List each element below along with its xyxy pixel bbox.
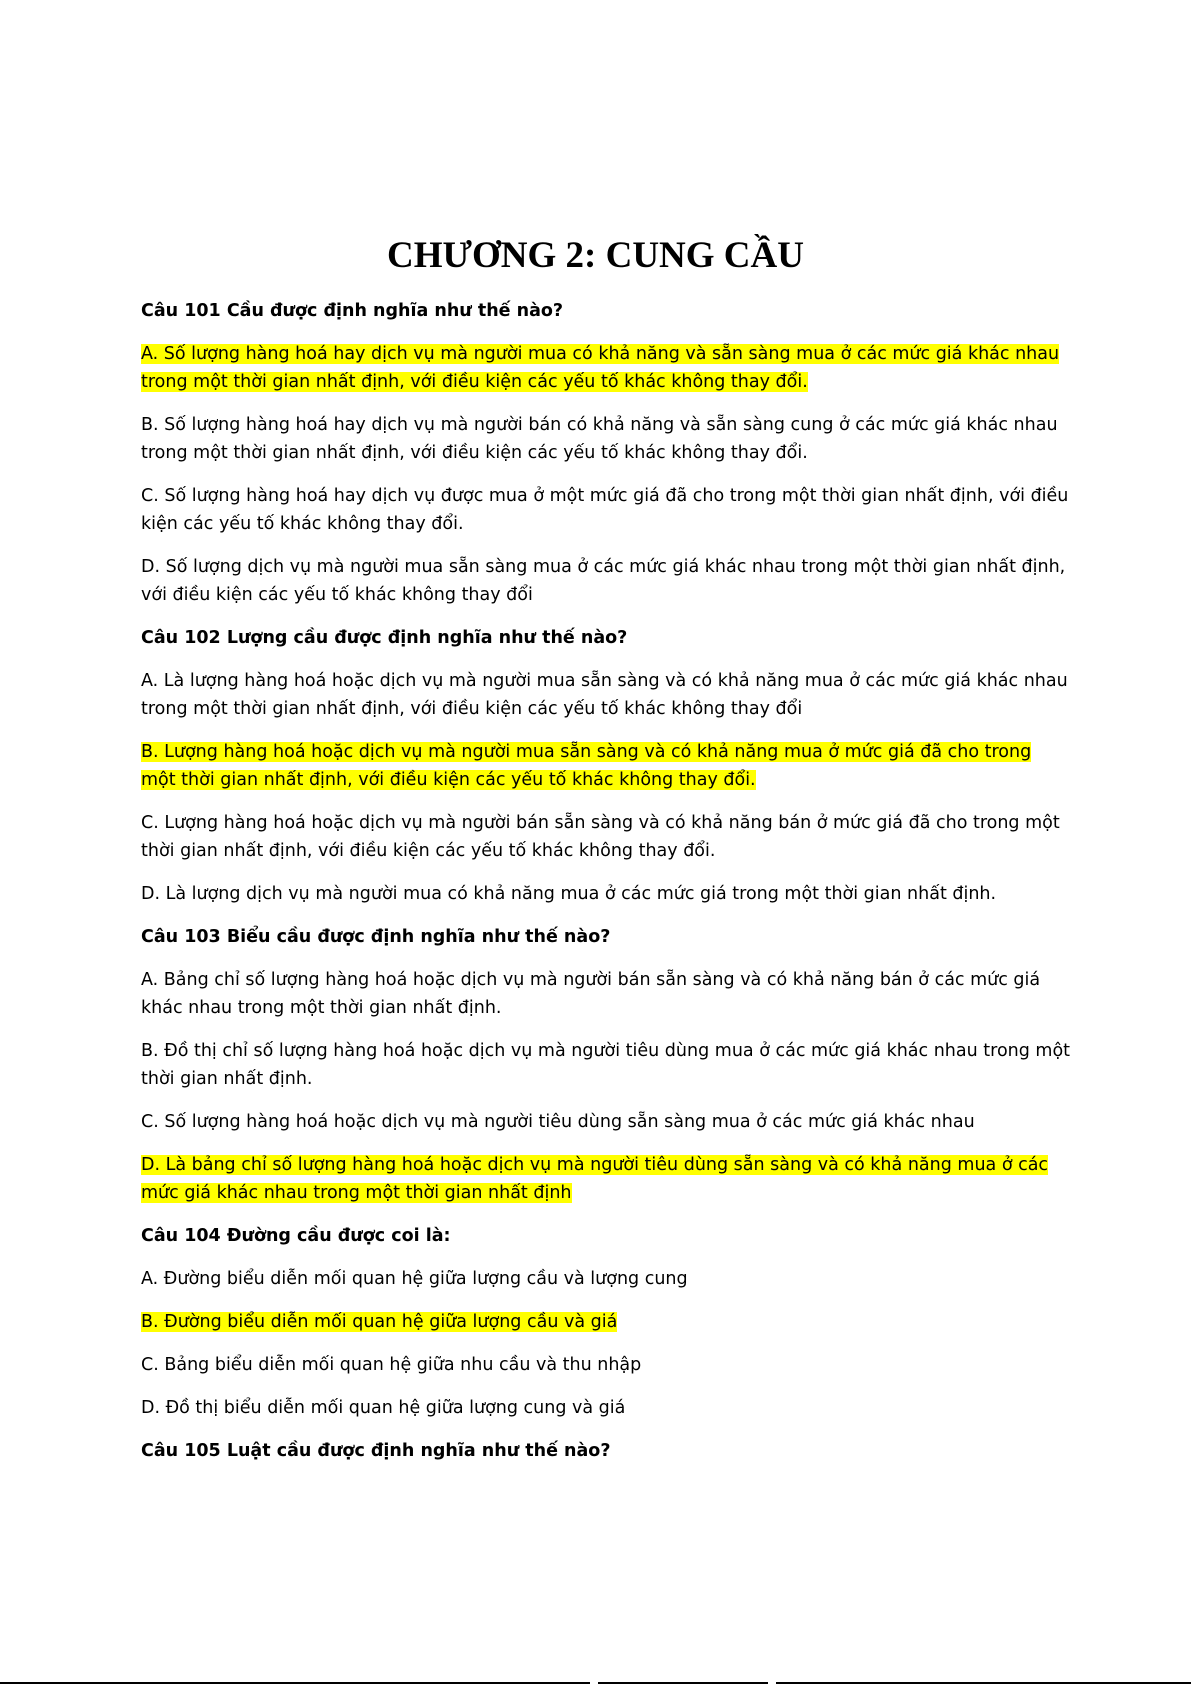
answer-option: A. Đường biểu diễn mối quan hệ giữa lượng cầu và lượng cung (141, 1269, 688, 1289)
page-divider (776, 1682, 1191, 1684)
answer-option (141, 738, 1071, 794)
question-text: Câu 104 Đường cầu được coi là: (141, 1226, 451, 1246)
highlighted-answer: A. Số lượng hàng hoá hay dịch vụ mà người mua có khả năng và sẵn sàng mua ở các mức giá khác nhau trong một thời gian nhất định, với điều kiện các yếu tố khác không thay đổi. (141, 344, 1060, 392)
question-block (141, 624, 1071, 908)
answer-option: D. Là lượng dịch vụ mà người mua có khả năng mua ở các mức giá trong một thời gian nhất định. (141, 884, 997, 904)
answer-option: D. Số lượng dịch vụ mà người mua sẵn sàng mua ở các mức giá khác nhau trong một thời gian nhất định, với điều kiện các yếu tố khác không thay đổi (141, 557, 1066, 605)
document-body (141, 297, 1071, 1480)
question-text: Câu 105 Luật cầu được định nghĩa như thế nào? (141, 1441, 611, 1461)
answer-option (141, 1308, 1071, 1336)
answer-option: B. Đồ thị chỉ số lượng hàng hoá hoặc dịch vụ mà người tiêu dùng mua ở các mức giá khác nhau trong một thời gian nhất định. (141, 1041, 1071, 1089)
question-text: Câu 102 Lượng cầu được định nghĩa như thế nào? (141, 628, 628, 648)
highlighted-answer: B. Đường biểu diễn mối quan hệ giữa lượng cầu và giá (141, 1312, 618, 1332)
highlighted-answer: B. Lượng hàng hoá hoặc dịch vụ mà người mua sẵn sàng và có khả năng mua ở mức giá đã cho trong một thời gian nhất định, với điều kiện các yếu tố khác không thay đổi. (141, 742, 1032, 790)
answer-option (141, 340, 1071, 396)
question-block (141, 297, 1071, 609)
answer-option: C. Số lượng hàng hoá hoặc dịch vụ mà người tiêu dùng sẵn sàng mua ở các mức giá khác nhau (141, 1112, 975, 1132)
page-title: CHƯƠNG 2: CUNG CẦU (387, 235, 804, 276)
question-block (141, 1437, 1071, 1465)
answer-option: C. Lượng hàng hoá hoặc dịch vụ mà người bán sẵn sàng và có khả năng bán ở mức giá đã cho trong một thời gian nhất định, với điều kiện các yếu tố khác không thay đổi. (141, 813, 1060, 861)
answer-option: C. Số lượng hàng hoá hay dịch vụ được mua ở một mức giá đã cho trong một thời gian nhất định, với điều kiện các yếu tố khác không thay đổi. (141, 486, 1069, 534)
question-block (141, 1222, 1071, 1422)
answer-option: C. Bảng biểu diễn mối quan hệ giữa nhu cầu và thu nhập (141, 1355, 642, 1375)
page-divider (598, 1682, 768, 1684)
answer-option: D. Đồ thị biểu diễn mối quan hệ giữa lượng cung và giá (141, 1398, 626, 1418)
question-text: Câu 101 Cầu được định nghĩa như thế nào? (141, 301, 564, 321)
answer-option (141, 1151, 1071, 1207)
answer-option: B. Số lượng hàng hoá hay dịch vụ mà người bán có khả năng và sẵn sàng cung ở các mức giá khác nhau trong một thời gian nhất định, với điều kiện các yếu tố khác không thay đổi. (141, 415, 1058, 463)
answer-option: A. Là lượng hàng hoá hoặc dịch vụ mà người mua sẵn sàng và có khả năng mua ở các mức giá khác nhau trong một thời gian nhất định, với điều kiện các yếu tố khác không thay đổi (141, 671, 1068, 719)
question-text: Câu 103 Biểu cầu được định nghĩa như thế nào? (141, 927, 611, 947)
page-divider (0, 1682, 590, 1684)
question-block (141, 923, 1071, 1207)
answer-option: A. Bảng chỉ số lượng hàng hoá hoặc dịch vụ mà người bán sẵn sàng và có khả năng bán ở các mức giá khác nhau trong một thời gian nhất định. (141, 970, 1041, 1018)
highlighted-answer: D. Là bảng chỉ số lượng hàng hoá hoặc dịch vụ mà người tiêu dùng sẵn sàng và có khả năng mua ở các mức giá khác nhau trong một thời gian nhất định (141, 1155, 1049, 1203)
